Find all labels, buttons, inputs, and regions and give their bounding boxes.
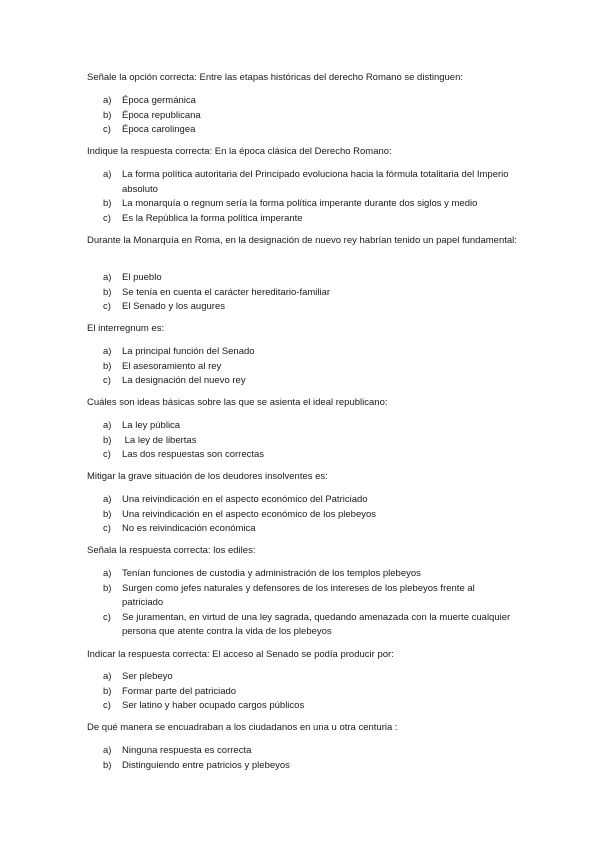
option-text: Se tenía en cuenta el carácter hereditario-familiar — [122, 286, 331, 298]
option — [0, 168, 600, 197]
option-text: Surgen como jefes naturales y defensores de los intereses de los plebeyos frente al patriciado — [122, 582, 475, 609]
option-text: La monarquía o regnum sería la forma política imperante durante dos siglos y medio — [122, 198, 478, 210]
option-text: Una reivindicación en el aspecto económico de los plebeyos — [122, 508, 377, 520]
option — [0, 448, 600, 463]
option-text: Ser plebeyo — [122, 671, 173, 682]
option-letter: a) — [103, 745, 112, 756]
question-4-options — [0, 345, 600, 389]
question-9-options — [0, 744, 600, 773]
question-2-options — [0, 168, 600, 226]
option-letter: a) — [103, 420, 112, 431]
option — [0, 744, 600, 759]
option — [0, 759, 600, 774]
option — [0, 685, 600, 700]
option-text: La principal función del Senado — [122, 346, 255, 357]
option — [0, 567, 600, 582]
option-text: Una reivindicación en el aspecto económico del Patriciado — [122, 494, 368, 505]
question-8-options — [0, 670, 600, 714]
option-letter: a) — [103, 671, 112, 682]
question-1-options — [0, 94, 600, 138]
option-text: La ley de libertas — [122, 434, 197, 446]
option-letter: c) — [103, 301, 111, 313]
option-letter: a) — [103, 272, 112, 283]
option-text: La ley pública — [122, 420, 181, 431]
option-letter: b) — [103, 109, 112, 121]
option — [0, 419, 600, 434]
option-text: Se juramentan, en virtud de una ley sagrada, quedando amenazada con la muerte cualquier persona que atente contra la vida de los plebeyos — [122, 611, 511, 638]
option-letter: a) — [103, 494, 112, 505]
option-letter: b) — [103, 286, 112, 298]
option — [0, 360, 600, 375]
option-letter: c) — [103, 124, 111, 136]
option-text: Formar parte del patriciado — [122, 685, 237, 697]
option-letter: b) — [103, 582, 112, 594]
option-text: El Senado y los augures — [122, 301, 225, 313]
option-text: No es reivindicación económica — [122, 523, 256, 535]
option-text: Es la República la forma política imperante — [122, 212, 303, 224]
question-9-stem: De qué manera se encuadraban a los ciudadanos en una u otra centuria : — [87, 722, 398, 733]
question-3-options — [0, 271, 600, 315]
option-letter: a) — [103, 568, 112, 579]
option — [0, 374, 600, 389]
option-letter: b) — [103, 360, 112, 372]
question-6-stem: Mitigar la grave situación de los deudores insolventes es: — [87, 471, 328, 482]
option — [0, 434, 600, 449]
option-letter: a) — [103, 169, 112, 180]
question-6-options — [0, 493, 600, 537]
option-letter: b) — [103, 685, 112, 697]
option — [0, 271, 600, 286]
question-7-options — [0, 567, 600, 640]
option-text: Ser latino y haber ocupado cargos públicos — [122, 700, 305, 712]
option — [0, 699, 600, 714]
option — [0, 109, 600, 124]
question-2-stem: Indique la respuesta correcta: En la época clásica del Derecho Romano: — [87, 146, 392, 157]
option — [0, 611, 600, 640]
option — [0, 670, 600, 685]
option-text: El pueblo — [122, 272, 162, 283]
option-letter: a) — [103, 95, 112, 106]
option — [0, 286, 600, 301]
option-text: El asesoramiento al rey — [122, 360, 222, 372]
question-8-stem: Indicar la respuesta correcta: El acceso al Senado se podía producir por: — [87, 649, 394, 660]
option-text: Tenían funciones de custodia y administración de los templos plebeyos — [122, 568, 421, 579]
option — [0, 300, 600, 315]
option-text: La designación del nuevo rey — [122, 375, 246, 387]
option-text: Las dos respuestas son correctas — [122, 449, 265, 461]
option — [0, 212, 600, 227]
question-1-stem: Señale la opción correcta: Entre las etapas históricas del derecho Romano se distinguen: — [87, 72, 463, 83]
option-letter: b) — [103, 434, 112, 446]
question-7-stem: Señala la respuesta correcta: los ediles: — [87, 545, 256, 556]
option-text: Época germánica — [122, 95, 196, 106]
option-letter: c) — [103, 700, 111, 712]
option — [0, 582, 600, 611]
option-letter: c) — [103, 449, 111, 461]
option-letter: b) — [103, 508, 112, 520]
option-letter: b) — [103, 198, 112, 210]
option-text: Ninguna respuesta es correcta — [122, 745, 252, 756]
option-text: La forma política autoritaria del Principado evoluciona hacia la fórmula totalitaria del Imperio absoluto — [122, 169, 509, 195]
question-3-stem: Durante la Monarquía en Roma, en la designación de nuevo rey habrían tenido un papel fundamental: — [87, 235, 517, 246]
option-letter: c) — [103, 212, 111, 224]
option-letter: b) — [103, 759, 112, 771]
option-letter: a) — [103, 346, 112, 357]
question-4-stem: El interregnum es: — [87, 323, 165, 334]
question-5-stem: Cuáles son ideas básicas sobre las que se asienta el ideal republicano: — [87, 397, 388, 408]
option-text: Época republicana — [122, 109, 201, 121]
option — [0, 197, 600, 212]
option — [0, 94, 600, 109]
option — [0, 493, 600, 508]
question-5-options — [0, 419, 600, 463]
option — [0, 123, 600, 138]
option — [0, 345, 600, 360]
option-letter: c) — [103, 611, 111, 623]
option-letter: c) — [103, 523, 111, 535]
option-text: Época carolingea — [122, 124, 196, 136]
option-text: Distinguiendo entre patricios y plebeyos — [122, 759, 290, 771]
option-letter: c) — [103, 375, 111, 387]
option — [0, 522, 600, 537]
option — [0, 508, 600, 523]
